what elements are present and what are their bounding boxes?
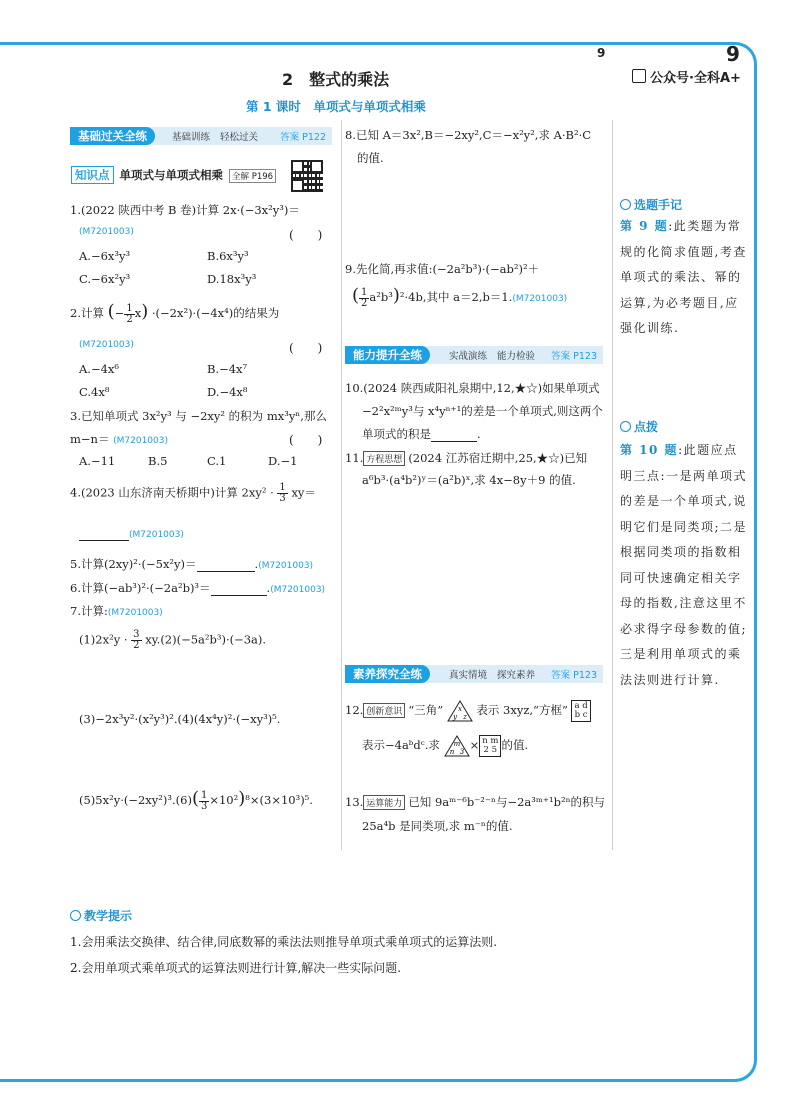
q2-frac-n: 1	[126, 302, 133, 314]
q13-tag: 运算能力	[363, 795, 405, 810]
note-body	[620, 214, 748, 342]
q4-stem-text: 4.(2023 山东济南天桥期中)计算 2xy² ·	[70, 485, 274, 500]
q5-code: (M7201003)	[258, 561, 314, 571]
q6-blank[interactable]	[211, 581, 267, 596]
teaching-head-text: 教学提示	[84, 909, 133, 923]
q2-frac-d: 2	[126, 313, 133, 325]
q9-paren-right: )	[392, 285, 400, 306]
q9-code: (M7201003)	[512, 294, 568, 304]
q2-paren-right: )	[141, 301, 149, 322]
ability-bar-sub1: 实战演练	[449, 351, 488, 362]
tri1-top: x	[457, 705, 462, 713]
q11-num: 11.	[345, 451, 364, 465]
q5-end: .	[254, 557, 259, 571]
literacy-bar-sub2: 探究素养	[497, 670, 536, 681]
q7-l3-frac-n: 1	[200, 789, 208, 801]
q2-option-a: A.−4x⁶	[79, 362, 120, 376]
q10-stem2: −2²x²ᵐy³与 x⁴yⁿ⁺¹的差是一个单项式,则这两个	[362, 404, 603, 418]
q12-tag: 创新意识	[363, 703, 405, 718]
qr-code-icon	[291, 160, 323, 192]
q9-stem: 9.先化简,再求值:(−2a²b³)·(−ab²)²＋	[345, 262, 540, 276]
q7-l1-frac-n: 3	[133, 629, 140, 640]
q3-stem2	[70, 431, 168, 447]
q4-frac-n: 1	[279, 482, 286, 493]
q11-stem1	[345, 450, 587, 466]
box2-b: 2	[483, 745, 489, 755]
q9-frac-n: 1	[361, 286, 368, 298]
triangle2-icon	[444, 735, 470, 757]
note-head-text: 选题手记	[634, 198, 683, 212]
q7-l1b: xy.(2)(−5a²b³)·(−3a).	[145, 632, 267, 647]
q10-stem3-text: 单项式的积是	[362, 427, 431, 441]
tip-head-text: 点拨	[634, 420, 659, 434]
q9-frac	[359, 288, 369, 309]
q9-frac-d: 2	[361, 297, 368, 309]
box2-c: 5	[491, 745, 498, 755]
q7-l3b: ×10²	[209, 793, 239, 807]
q1-option-b: B.6x³y³	[207, 249, 249, 263]
q4-answer-line	[79, 526, 184, 541]
tri2-right: 3	[459, 748, 464, 756]
q7-l3a: (5)5x²y·(−2xy²)³.(6)	[79, 793, 192, 807]
q6-end: .	[266, 581, 271, 595]
q7-l1-frac	[131, 630, 141, 651]
q11-stem2: a⁶b³·(a⁴b²)ʸ＝(a²b)ˣ,求 4x−8y＋9 的值.	[362, 473, 576, 487]
q4-frac	[277, 483, 287, 504]
teaching-head-icon	[70, 910, 81, 921]
column-divider	[341, 120, 342, 850]
q10-end: .	[477, 427, 481, 441]
q1-paren: ( )	[289, 228, 323, 242]
brand-text: 公众号·全科A+	[650, 71, 741, 86]
q3-option-a: A.−11	[79, 454, 116, 468]
kp-full: 全解 P196	[229, 169, 276, 183]
q6-code: (M7201003)	[270, 585, 326, 595]
q7-code: (M7201003)	[107, 608, 163, 618]
note-text: :此类题为常规的化简求值题,考查单项式的乘法、幂的运算,为必考题目,应强化训练.	[620, 219, 747, 335]
box2-icon	[479, 735, 501, 757]
q3-stem1: 3.已知单项式 3x²y³ 与 −2xy² 的积为 mx³yⁿ,那么	[70, 409, 327, 423]
tri1-right: z	[462, 713, 467, 721]
triangle1-icon	[447, 700, 473, 722]
q2-option-b: B.−4x⁷	[207, 362, 248, 376]
q12-stem2c: 的值.	[501, 738, 529, 752]
ability-bar-answer: 答案 P123	[551, 351, 597, 362]
q7-stem	[70, 603, 163, 619]
kp-text: 单项式与单项式相乘	[119, 168, 223, 182]
basic-bar-sub2: 轻松过关	[220, 132, 259, 143]
brand-logo-icon	[632, 69, 646, 83]
ability-bar	[345, 346, 603, 364]
teaching-line1: 1.会用乘法交换律、结合律,同底数幂的乘法法则推导单项式乘单项式的运算法则.	[70, 935, 498, 949]
q3-paren: ( )	[289, 433, 323, 447]
box1-b: b	[574, 710, 581, 720]
knowledge-point	[71, 166, 276, 184]
basic-bar	[70, 127, 332, 145]
q7-l3c: ⁸×(3×10³)⁵.	[245, 793, 313, 807]
q2-paren: ( )	[289, 341, 323, 355]
q7-line2: (3)−2x³y²·(x²y³)².(4)(4x⁴y)²·(−xy³)⁵.	[79, 712, 281, 726]
q7-l3-paren-left: (	[191, 788, 199, 809]
q10-stem1: 10.(2024 陕西咸阳礼泉期中,12,★☆)如果单项式	[345, 381, 600, 395]
box2-d: m	[490, 736, 499, 746]
box1-a: a	[574, 701, 580, 711]
q9-stem2b: ²·4b,其中 a＝2,b＝1.	[399, 290, 513, 304]
q11-stem1b: (2024 江苏宿迁期中,25,★☆)已知	[408, 451, 588, 465]
q7-l3-paren-right: )	[238, 788, 246, 809]
q10-blank[interactable]	[431, 427, 477, 442]
brand	[632, 67, 741, 86]
literacy-bar-sub1: 真实情境	[449, 670, 488, 681]
page-number-small: 9	[597, 46, 606, 60]
column-divider-right	[612, 120, 613, 850]
tip-head	[620, 418, 658, 435]
q2-code: (M7201003)	[79, 340, 134, 350]
q4-stem-end: xy＝	[291, 485, 316, 500]
q7-line1	[79, 630, 266, 651]
teaching-head	[70, 907, 132, 924]
box1-icon	[571, 700, 590, 722]
q2-paren-left: (	[107, 301, 115, 322]
q4-stem	[70, 483, 316, 504]
q4-code: (M7201003)	[129, 530, 184, 540]
q3-code: (M7201003)	[113, 436, 168, 446]
q2-option-d: D.−4x⁸	[207, 385, 248, 399]
tip-body	[620, 438, 748, 693]
ability-bar-tag: 能力提升全练	[345, 346, 430, 364]
section-title: 第 1 课时 单项式与单项式相乘	[246, 99, 426, 114]
q5	[70, 556, 313, 572]
q5-blank[interactable]	[197, 557, 255, 572]
basic-bar-answer: 答案 P122	[280, 132, 326, 143]
q12-stem2b: ×	[469, 738, 480, 752]
q7-l1a: (1)2x²y ·	[79, 632, 128, 647]
box2-a: n	[482, 736, 488, 746]
chapter-title: 2 整式的乘法	[282, 70, 390, 89]
q1-stem: 1.(2022 陕西中考 B 卷)计算 2x·(−3x²y³)＝	[70, 203, 300, 217]
tri1-left: y	[452, 713, 457, 721]
tip-hl: 第 10 题	[620, 443, 679, 457]
tip-head-icon	[620, 421, 631, 432]
q7-l1-frac-d: 2	[133, 640, 140, 651]
tri2-left: n	[449, 748, 454, 756]
basic-bar-tag: 基础过关全练	[70, 127, 155, 145]
basic-bar-sub1: 基础训练	[172, 132, 211, 143]
note-hl: 第 9 题	[620, 219, 669, 233]
q7-l3-frac	[199, 791, 209, 812]
q6-stem: 6.计算(−ab³)²·(−2a²b)³＝	[70, 581, 211, 595]
q9-stem2a: a²b³	[369, 290, 393, 304]
q13-line1	[345, 794, 605, 810]
q3-option-c: C.1	[207, 454, 227, 468]
box1-c: c	[582, 710, 588, 720]
q7-l3-frac-d: 3	[200, 800, 208, 812]
q12-line2	[362, 735, 528, 757]
q9-paren-left: (	[352, 285, 360, 306]
q7-stem-text: 7.计算:	[70, 604, 108, 618]
note-head	[620, 196, 682, 213]
note-head-icon	[620, 199, 631, 210]
q3-option-d: D.−1	[268, 454, 298, 468]
q11-tag: 方程思想	[363, 451, 405, 466]
literacy-bar-tag: 素养探究全练	[345, 665, 430, 683]
q4-frac-d: 3	[279, 493, 286, 504]
q3-stem2-text: m−n＝	[70, 432, 110, 446]
literacy-bar	[345, 665, 603, 683]
tip-text: :此题应点明三点:一是两单项式的差是一个单项式,说明它们是同类项;二是根据同类项的指数相同可快速确定相关字母的指数,注意这里不必求得字母参数的值;三是利用单项式的乘法法则进行计算.	[620, 443, 748, 687]
q13-line2: 25a⁴b 是同类项,求 m⁻ⁿ的值.	[362, 819, 513, 833]
q12-stem2a: 表示−4aᵇdᶜ.求	[362, 738, 440, 752]
q4-blank[interactable]	[79, 526, 129, 541]
q3-option-b: B.5	[148, 454, 168, 468]
q12-stem-b: 表示 3xyz,“方框”	[476, 703, 568, 717]
q5-stem: 5.计算(2xy)²·(−5x²y)＝	[70, 557, 197, 571]
literacy-bar-answer: 答案 P123	[551, 670, 597, 681]
q1-option-a: A.−6x³y³	[79, 249, 131, 263]
q2-frac	[124, 304, 134, 325]
q2-option-c: C.4x⁸	[79, 385, 110, 399]
q8-stem: 8.已知 A＝3x²,B＝−2xy²,C＝−x²y²,求 A·B²·C	[345, 128, 592, 142]
q1-option-c: C.−6x²y³	[79, 272, 131, 286]
q1-option-d: D.18x³y³	[207, 272, 257, 286]
q2-stem-mid: ·(−2x²)·(−4x⁴)的结果为	[151, 306, 280, 320]
tri2-top: m	[453, 740, 460, 748]
q2-stem-pre: 2.计算	[70, 306, 104, 320]
teaching-line2: 2.会用单项式乘单项式的运算法则进行计算,解决一些实际问题.	[70, 961, 402, 975]
q13-num: 13.	[345, 795, 364, 809]
q13-stem1b: 已知 9aᵐ⁻⁶b⁻²⁻ⁿ与−2a³ᵐ⁺¹b²ⁿ的积与	[408, 795, 606, 809]
ability-bar-sub2: 能力检验	[497, 351, 536, 362]
q6	[70, 580, 325, 596]
box1-d: d	[582, 701, 588, 711]
q12-stem-a: “三角”	[408, 703, 444, 717]
kp-tag: 知识点	[71, 166, 114, 184]
q12-line1: 12. 创新意识 “三角” x y z 表示 3xyz,“方框” a d b c	[345, 700, 591, 722]
q10-stem3	[362, 426, 481, 442]
q7-line3	[79, 788, 313, 812]
q8-stem2: 的值.	[357, 151, 384, 165]
q9-stem2	[352, 285, 567, 309]
q2-stem: 2.计算 (− $\frac{1}{2}$ x) ·(−2x²)·(−4x⁴)的结果为	[70, 301, 280, 325]
page-number-big: 9	[726, 42, 740, 66]
q1-code: (M7201003)	[79, 227, 134, 237]
